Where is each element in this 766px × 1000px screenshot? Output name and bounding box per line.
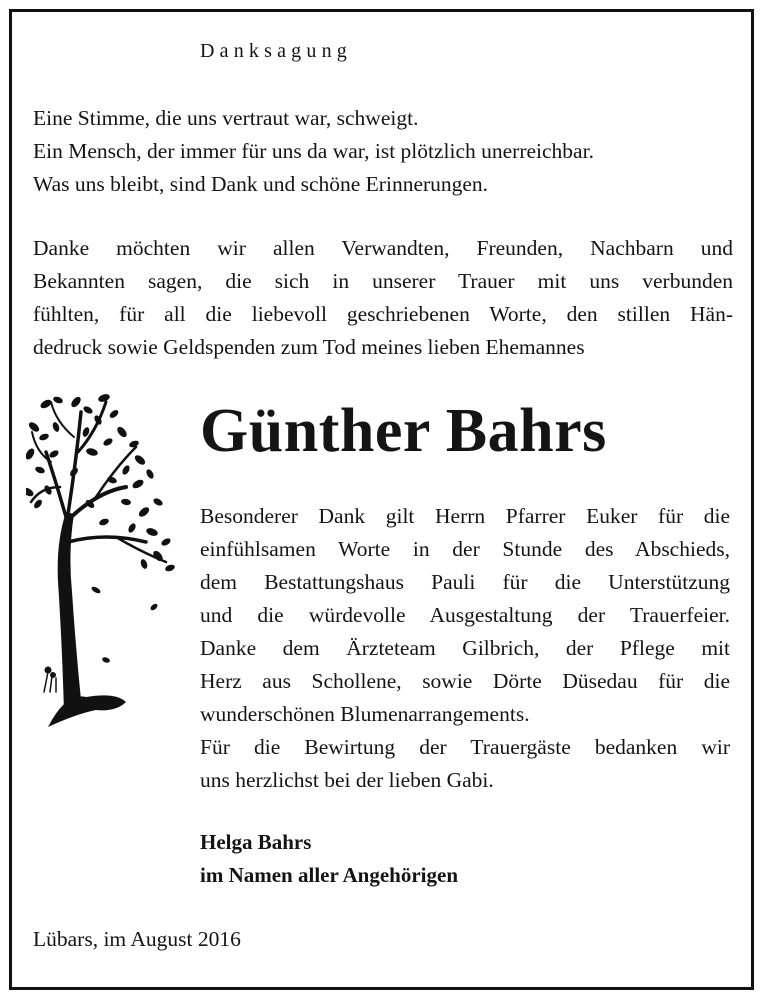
- signature-subtitle: im Namen aller Angehörigen: [200, 863, 459, 887]
- special-thanks-line-7: wunderschönen Blumenarrangements.: [200, 702, 530, 726]
- thanks-line-3: fühlten, für all die liebevoll geschriebenen Worte, den stillen Hän-: [33, 302, 733, 326]
- special-thanks-line-9: uns herzlichst bei der lieben Gabi.: [200, 768, 494, 792]
- special-thanks-line-2: einfühlsamen Worte in der Stunde des Abschieds,: [200, 537, 730, 561]
- place-date: Lübars, im August 2016: [33, 927, 241, 951]
- special-thanks-line-6: Herz aus Schollene, sowie Dörte Düsedau für die: [200, 669, 730, 693]
- special-thanks-line-4: und die würdevolle Ausgestaltung der Trauerfeier.: [200, 603, 730, 627]
- intro-line-1: Eine Stimme, die uns vertraut war, schweigt.: [33, 106, 419, 130]
- signature-name: Helga Bahrs: [200, 830, 312, 854]
- tree-silhouette-icon: [26, 392, 176, 727]
- deceased-name: Günther Bahrs: [200, 397, 607, 465]
- special-thanks-line-1: Besonderer Dank gilt Herrn Pfarrer Euker für die: [200, 504, 730, 528]
- thanks-paragraph: [33, 232, 733, 364]
- heading-danksagung: Danksagung: [200, 40, 352, 62]
- special-thanks-line-5: Danke dem Ärzteteam Gilbrich, der Pflege mit: [200, 636, 730, 660]
- intro-line-2: Ein Mensch, der immer für uns da war, ist plötzlich unerreichbar.: [33, 139, 594, 163]
- special-thanks-paragraph: [200, 500, 730, 797]
- special-thanks-line-8: Für die Bewirtung der Trauergäste bedanken wir: [200, 735, 730, 759]
- special-thanks-line-3: dem Bestattungshaus Pauli für die Unterstützung: [200, 570, 730, 594]
- intro-paragraph: [33, 102, 733, 201]
- thanks-line-1: Danke möchten wir allen Verwandten, Freunden, Nachbarn und: [33, 236, 733, 260]
- thanks-line-4: dedruck sowie Geldspenden zum Tod meines lieben Ehemannes: [33, 335, 585, 359]
- intro-line-3: Was uns bleibt, sind Dank und schöne Erinnerungen.: [33, 172, 489, 196]
- thanks-line-2: Bekannten sagen, die sich in unserer Trauer mit uns verbunden: [33, 269, 733, 293]
